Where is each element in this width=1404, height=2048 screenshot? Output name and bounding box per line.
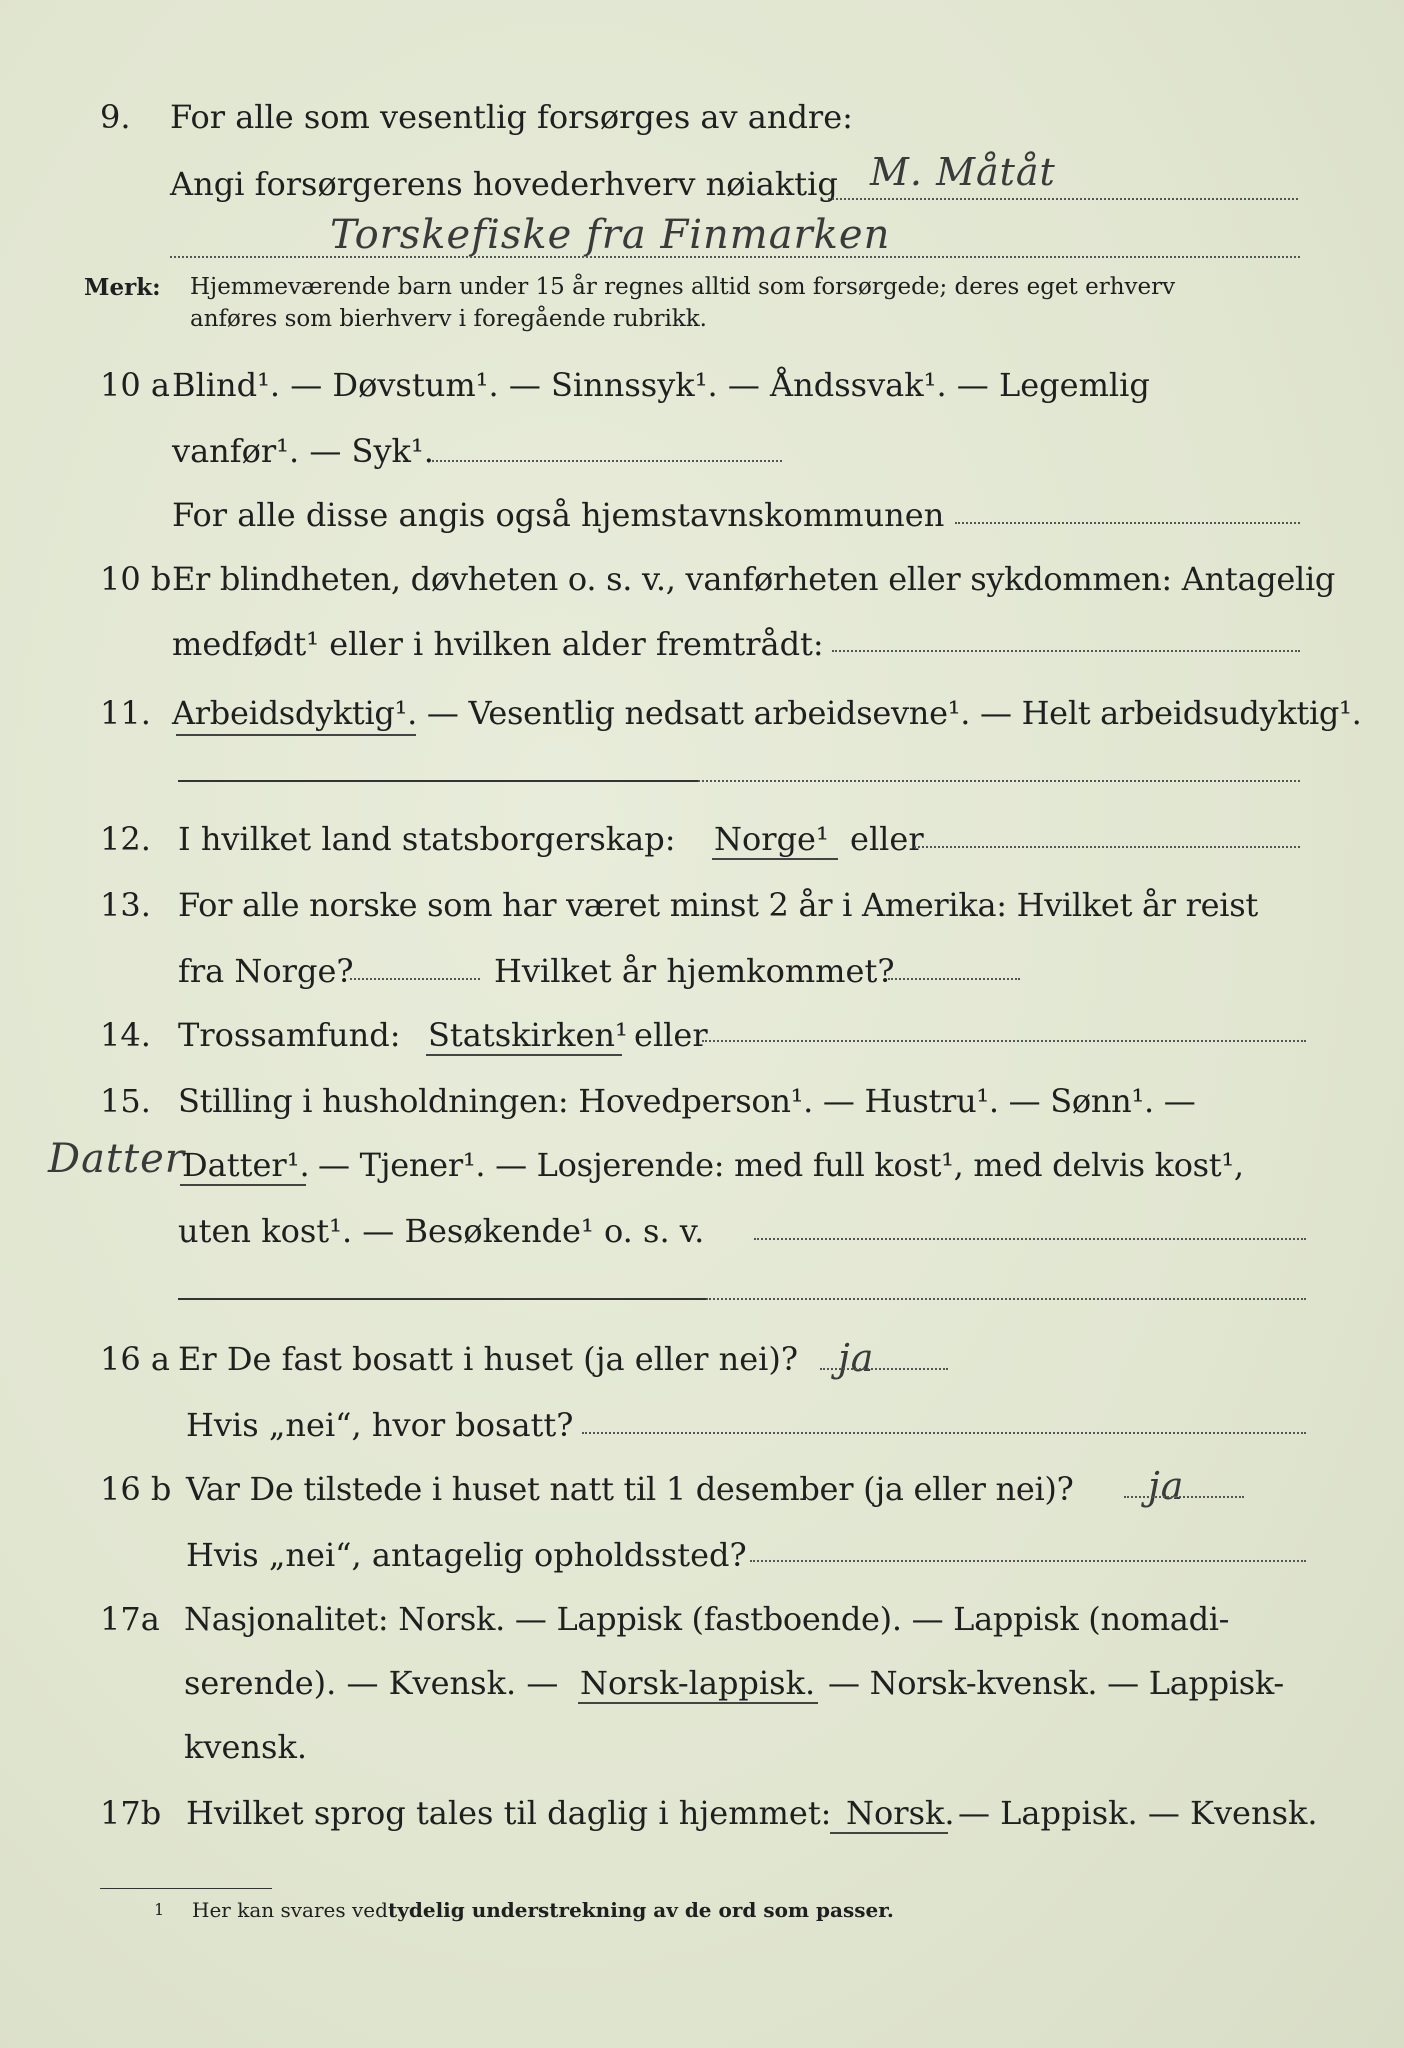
- q13-line2a: fra Norge?: [178, 952, 354, 990]
- q15-handwritten: Datter: [48, 1136, 185, 1182]
- q10b-number: 10 b: [100, 560, 172, 598]
- q14-statskirken: Statskirken¹: [428, 1016, 628, 1054]
- q9-line2: Angi forsørgerens hovederhverv nøiaktig: [170, 165, 838, 203]
- q16b-line2: Hvis „nei“, antagelig opholdssted?: [186, 1536, 747, 1574]
- q11-underline: [176, 734, 416, 736]
- footnote-text-a: Her kan svares ved: [192, 1898, 388, 1922]
- q11-rule-dotted: [698, 780, 1300, 782]
- q10b-line1: Er blindheten, døvheten o. s. v., vanførheten eller sykdommen: Antagelig: [172, 560, 1336, 598]
- q16b-handwritten: ja: [1148, 1464, 1185, 1508]
- q15-line3: uten kost¹. — Besøkende¹ o. s. v.: [178, 1212, 705, 1250]
- q16a-answer-line: [820, 1368, 948, 1370]
- q10a-line2: vanfør¹. — Syk¹.: [172, 432, 434, 470]
- q11-line1: Arbeidsdyktig¹. — Vesentlig nedsatt arbeidsevne¹. — Helt arbeidsudyktig¹.: [172, 694, 1362, 732]
- q14-answer-line: [702, 1040, 1306, 1042]
- q17a-line1: Nasjonalitet: Norsk. — Lappisk (fastboende). — Lappisk (nomadi-: [184, 1600, 1230, 1638]
- q13-line1: For alle norske som har været minst 2 år i Amerika: Hvilket år reist: [178, 886, 1258, 924]
- q17a-line2c: — Norsk-kvensk. — Lappisk-: [828, 1664, 1284, 1702]
- q9-handwritten-name: M. Måtåt: [870, 150, 1056, 194]
- merk-label: Merk:: [84, 274, 161, 301]
- q15-number: 15.: [100, 1082, 151, 1120]
- q17b-underline: [830, 1832, 948, 1834]
- q9-number: 9.: [100, 98, 131, 136]
- q15-line1: Stilling i husholdningen: Hovedperson¹. — Hustru¹. — Sønn¹. —: [178, 1082, 1196, 1120]
- q12-norge: Norge¹: [714, 820, 829, 858]
- q16b-answer-line: [1124, 1496, 1244, 1498]
- q13-hjemkommet-line: [888, 978, 1020, 980]
- q10b-answer-line: [832, 650, 1300, 652]
- q16a-line1: Er De fast bosatt i huset (ja eller nei)?: [178, 1340, 799, 1378]
- q17b-text: Hvilket sprog tales til daglig i hjemmet:: [186, 1794, 832, 1832]
- q15-answer-line: [754, 1238, 1306, 1240]
- footnote-marker: 1: [154, 1900, 165, 1919]
- q12-number: 12.: [100, 820, 151, 858]
- q13-number: 13.: [100, 886, 151, 924]
- merk-line2: anføres som bierhverv i foregående rubrikk.: [190, 306, 707, 332]
- q12-underline: [712, 858, 838, 860]
- q15-datter: Datter¹.: [182, 1146, 310, 1184]
- q16a-line2: Hvis „nei“, hvor bosatt?: [186, 1406, 574, 1444]
- q17a-norsk-lappisk: Norsk-lappisk.: [580, 1664, 816, 1702]
- q10a-answer-line-2: [955, 522, 1300, 524]
- q16b-answer-line-2: [750, 1560, 1306, 1562]
- q13-reist-line: [350, 978, 480, 980]
- footnote-text-b: tydelig understrekning av de ord som passer.: [388, 1898, 894, 1922]
- q16b-number: 16 b: [100, 1470, 172, 1508]
- q16a-answer-line-2: [582, 1432, 1306, 1434]
- q17a-line2a: serende). — Kvensk. —: [184, 1664, 559, 1702]
- q13-line2b: Hvilket år hjemkommet?: [494, 952, 895, 990]
- q10a-line1: Blind¹. — Døvstum¹. — Sinnssyk¹. — Åndssvak¹. — Legemlig: [172, 366, 1150, 404]
- q10a-number: 10 a: [100, 366, 170, 404]
- q9-line1: For alle som vesentlig forsørges av andre:: [170, 98, 853, 136]
- q14-underline: [426, 1054, 622, 1056]
- q12-answer-line: [914, 846, 1300, 848]
- q15-line2b: — Tjener¹. — Losjerende: med full kost¹, med delvis kost¹,: [318, 1146, 1244, 1184]
- q15-underline: [180, 1184, 306, 1186]
- q10a-answer-line: [432, 460, 782, 462]
- q16a-number: 16 a: [100, 1340, 170, 1378]
- q9-handwritten-occupation: Torskefiske fra Finmarken: [330, 212, 891, 258]
- q17a-line3: kvensk.: [184, 1728, 307, 1766]
- q16b-line1: Var De tilstede i huset natt til 1 desember (ja eller nei)?: [186, 1470, 1074, 1508]
- q9-answer-line: [828, 198, 1298, 200]
- q17b-norsk: Norsk.: [846, 1794, 955, 1832]
- q17b-number: 17b: [100, 1794, 162, 1832]
- q15-rule-solid: [178, 1298, 706, 1300]
- q12-eller: eller: [850, 820, 924, 858]
- q10a-line3: For alle disse angis også hjemstavnskommunen: [172, 496, 945, 534]
- q16a-handwritten: ja: [838, 1336, 875, 1380]
- q9-answer-line-2: [170, 256, 1300, 258]
- q14-eller: eller: [634, 1016, 708, 1054]
- q11-rule-solid: [178, 780, 698, 782]
- footnote-rule: [100, 1888, 272, 1889]
- merk-line1: Hjemmeværende barn under 15 år regnes alltid som forsørgede; deres eget erhverv: [190, 274, 1176, 300]
- q17a-underline: [578, 1702, 818, 1704]
- q10b-line2: medfødt¹ eller i hvilken alder fremtrådt:: [172, 625, 824, 663]
- q15-rule-dotted: [706, 1298, 1306, 1300]
- q17b-line1c: — Lappisk. — Kvensk.: [958, 1794, 1318, 1832]
- q17a-number: 17a: [100, 1600, 160, 1638]
- q12-text: I hvilket land statsborgerskap:: [178, 820, 676, 858]
- q14-number: 14.: [100, 1016, 151, 1054]
- q14-text: Trossamfund:: [178, 1016, 401, 1054]
- q11-number: 11.: [100, 694, 151, 732]
